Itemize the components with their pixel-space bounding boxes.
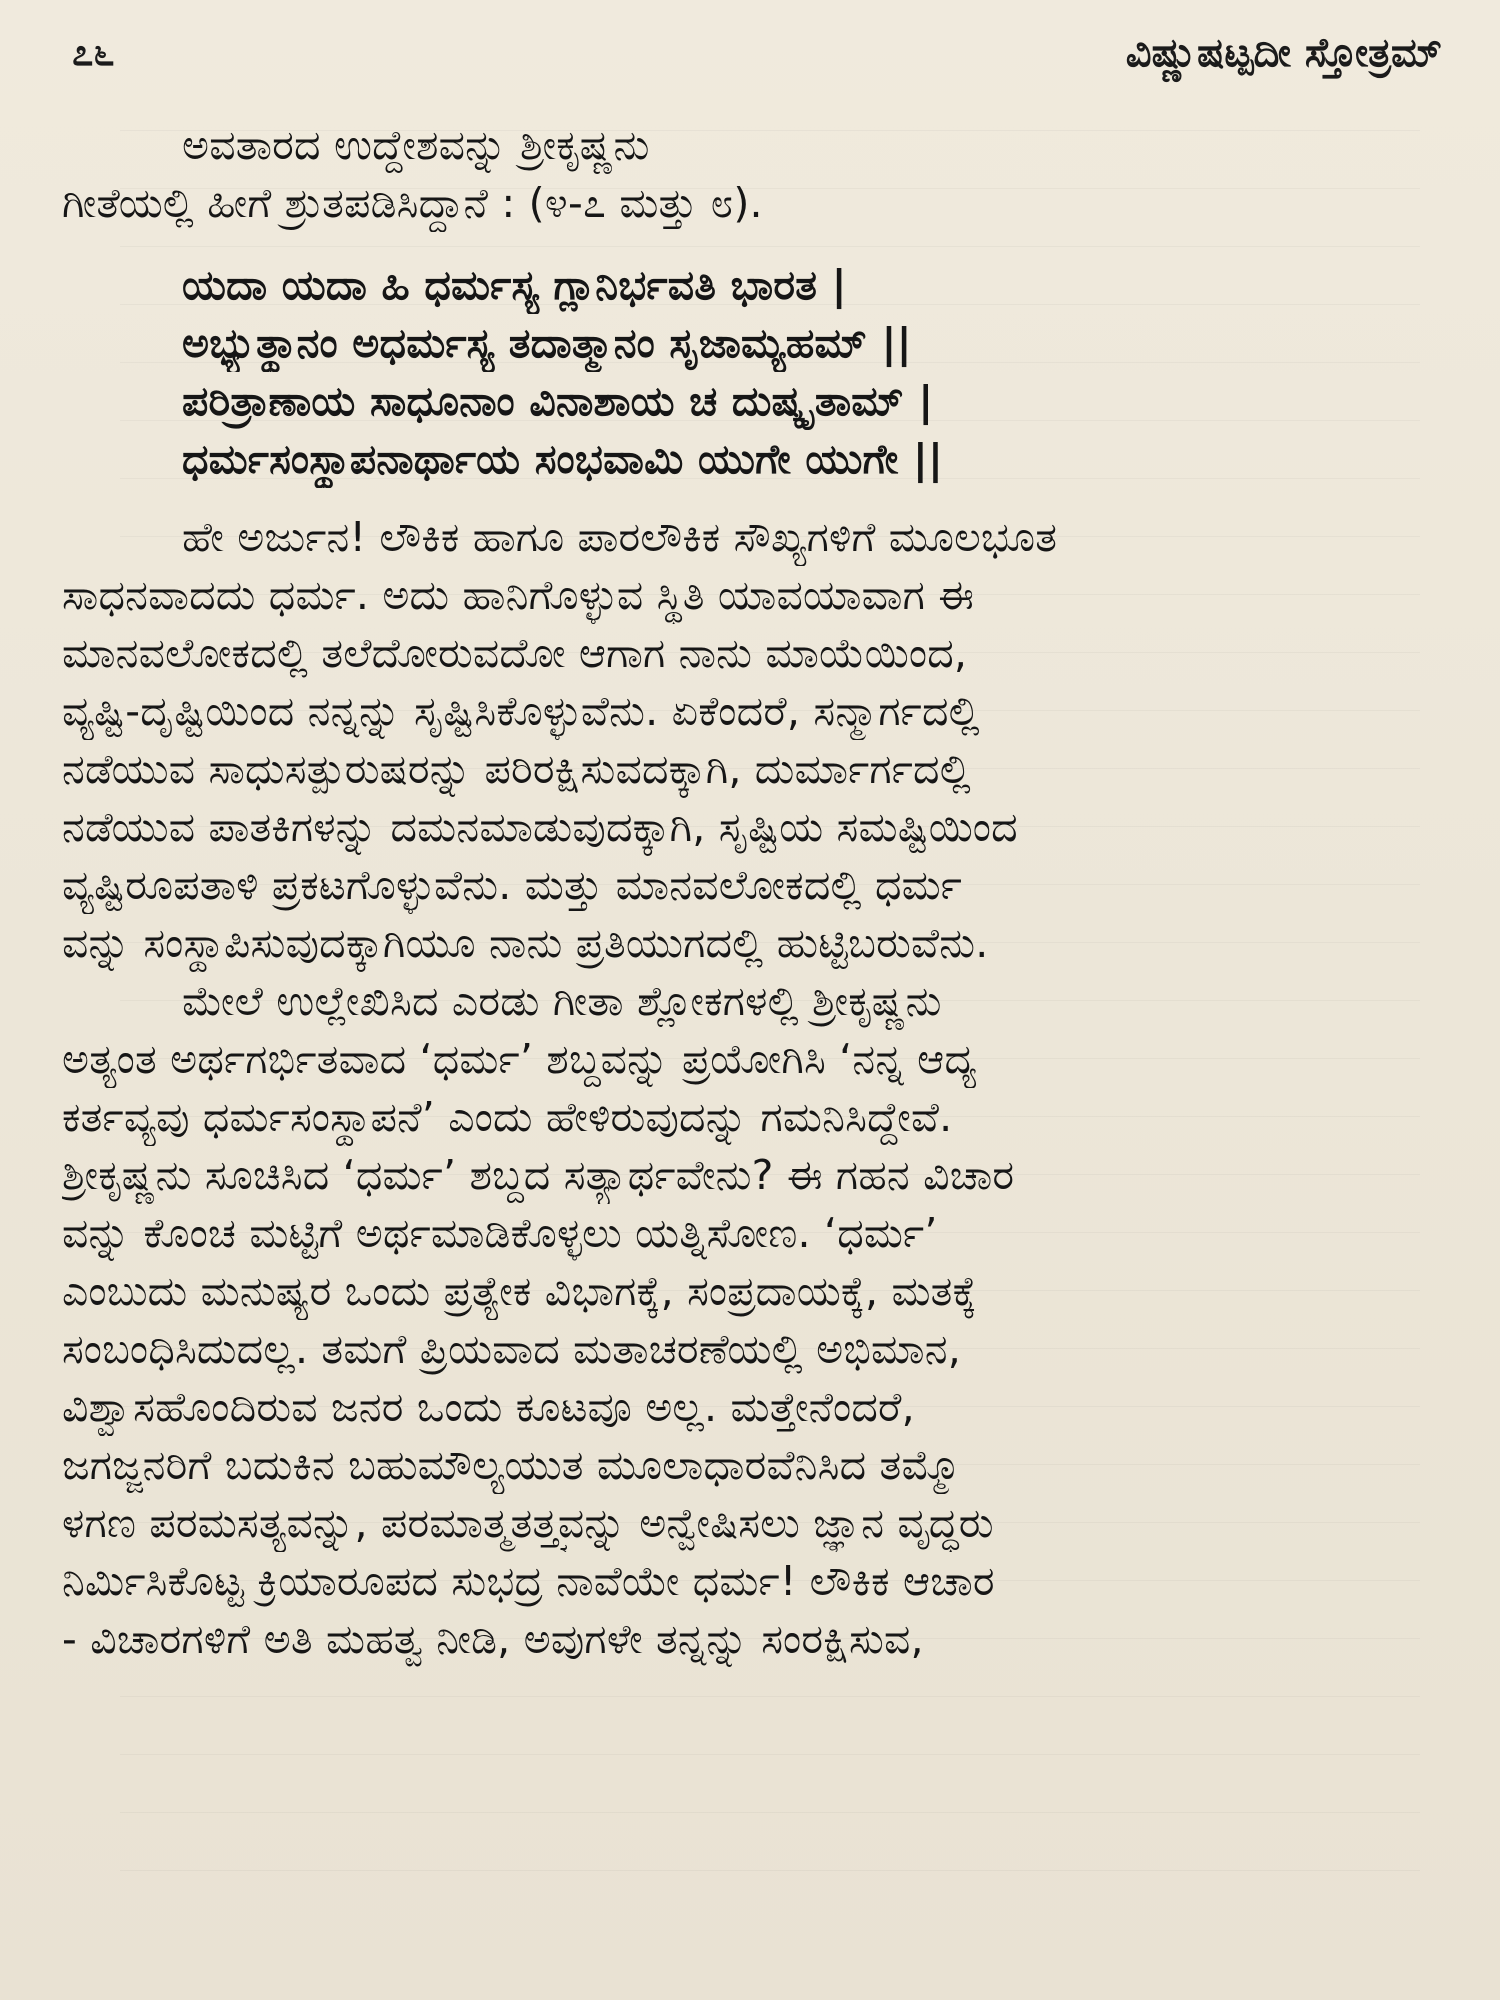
paragraph-line: ವನ್ನು ಸಂಸ್ಥಾಪಿಸುವುದಕ್ಕಾಗಿಯೂ ನಾನು ಪ್ರತಿಯುಗದಲ್ಲಿ ಹುಟ್ಟಿಬರುವೆನು. [62,919,989,967]
body-text [62,116,1442,1668]
paragraph-line: ಕರ್ತವ್ಯವು ಧರ್ಮಸಂಸ್ಥಾಪನೆ’ ಎಂದು ಹೇಳಿರುವುದನ್ನು ಗಮನಿಸಿದ್ದೇವೆ. [62,1093,953,1141]
paragraph-line: ಎಂಬುದು ಮನುಷ್ಯರ ಒಂದು ಪ್ರತ್ಯೇಕ ವಿಭಾಗಕ್ಕೆ, ಸಂಪ್ರದಾಯಕ್ಕೆ, ಮತಕ್ಕೆ [62,1267,977,1315]
running-header [0,0,1500,120]
verse-line: ಪರಿತ್ರಾಣಾಯ ಸಾಧೂನಾಂ ವಿನಾಶಾಯ ಚ ದುಷ್ಕೃತಾಮ್ | [182,377,934,425]
verse-line: ಯದಾ ಯದಾ ಹಿ ಧರ್ಮಸ್ಯ ಗ್ಲಾನಿರ್ಭವತಿ ಭಾರತ | [182,261,847,309]
paragraph-line: ಮೇಲೆ ಉಲ್ಲೇಖಿಸಿದ ಎರಡು ಗೀತಾ ಶ್ಲೋಕಗಳಲ್ಲಿ ಶ್ರೀಕೃಷ್ಣನು [182,977,942,1025]
paragraph-line: ಅತ್ಯಂತ ಅರ್ಥಗರ್ಭಿತವಾದ ‘ಧರ್ಮ’ ಶಬ್ದವನ್ನು ಪ್ರಯೋಗಿಸಿ ‘ನನ್ನ ಆದ್ಯ [62,1035,977,1083]
intro-line: ಗೀತೆಯಲ್ಲಿ ಹೀಗೆ ಶ್ರುತಪಡಿಸಿದ್ದಾನೆ : (೪-೭ ಮತ್ತು ೮). [62,179,763,227]
paragraph-line: ವ್ಯಷ್ಟಿ-ದೃಷ್ಟಿಯಿಂದ ನನ್ನನ್ನು ಸೃಷ್ಟಿಸಿಕೊಳ್ಳುವೆನು. ಏಕೆಂದರೆ, ಸನ್ಮಾರ್ಗದಲ್ಲಿ [62,687,980,735]
verse-block [62,256,1442,488]
paragraph-line: ನಡೆಯುವ ಸಾಧುಸತ್ಪುರುಷರನ್ನು ಪರಿರಕ್ಷಿಸುವದಕ್ಕಾಗಿ, ದುರ್ಮಾರ್ಗದಲ್ಲಿ [62,745,971,793]
verse-line: ಧರ್ಮಸಂಸ್ಥಾಪನಾರ್ಥಾಯ ಸಂಭವಾಮಿ ಯುಗೇ ಯುಗೇ || [182,435,944,483]
intro-lines [62,116,1442,232]
paragraph-line: ಸಾಧನವಾದದು ಧರ್ಮ. ಅದು ಹಾನಿಗೊಳ್ಳುವ ಸ್ಥಿತಿ ಯಾವಯಾವಾಗ ಈ [62,571,974,619]
paragraph-line: ಳಗಣ ಪರಮಸತ್ಯವನ್ನು, ಪರಮಾತ್ಮತತ್ತ್ವವನ್ನು ಅನ್ವೇಷಿಸಲು ಜ್ಞಾನ ವೃದ್ಧರು [62,1499,994,1547]
page-number: ೭೬ [72,30,115,74]
running-title: ವಿಷ್ಣುಷಟ್ಪದೀ ಸ್ತೋತ್ರಮ್ [1125,30,1442,76]
paragraph-line: ನಿರ್ಮಿಸಿಕೊಟ್ಟ ಕ್ರಿಯಾರೂಪದ ಸುಭದ್ರ ನಾವೆಯೇ ಧರ್ಮ! ಲೌಕಿಕ ಆಚಾರ [62,1557,995,1605]
paragraph-line: ನಡೆಯುವ ಪಾತಕಿಗಳನ್ನು ದಮನಮಾಡುವುದಕ್ಕಾಗಿ, ಸೃಷ್ಟಿಯ ಸಮಷ್ಟಿಯಿಂದ [62,803,1018,851]
paragraph-line: ವಿಶ್ವಾಸಹೊಂದಿರುವ ಜನರ ಒಂದು ಕೂಟವೂ ಅಲ್ಲ. ಮತ್ತೇನೆಂದರೆ, [62,1383,915,1431]
paragraph-line: ಸಂಬಂಧಿಸಿದುದಲ್ಲ. ತಮಗೆ ಪ್ರಿಯವಾದ ಮತಾಚರಣೆಯಲ್ಲಿ ಅಭಿಮಾನ, [62,1325,961,1373]
paragraph-line: ವ್ಯಷ್ಟಿರೂಪತಾಳಿ ಪ್ರಕಟಗೊಳ್ಳುವೆನು. ಮತ್ತು ಮಾನವಲೋಕದಲ್ಲಿ ಧರ್ಮ [62,861,963,909]
paragraph-line: ಹೇ ಅರ್ಜುನ! ಲೌಕಿಕ ಹಾಗೂ ಪಾರಲೌಕಿಕ ಸೌಖ್ಯಗಳಿಗೆ ಮೂಲಭೂತ [182,513,1058,561]
paragraph-1 [62,508,1442,972]
verse-line: ಅಭ್ಯುತ್ಥಾನಂ ಅಧರ್ಮಸ್ಯ ತದಾತ್ಮಾನಂ ಸೃಜಾಮ್ಯಹಮ್ || [182,319,912,367]
paragraph-line: - ವಿಚಾರಗಳಿಗೆ ಅತಿ ಮಹತ್ವ ನೀಡಿ, ಅವುಗಳೇ ತನ್ನನ್ನು ಸಂರಕ್ಷಿಸುವ, [62,1615,924,1663]
paragraph-line: ವನ್ನು ಕೊಂಚ ಮಟ್ಟಿಗೆ ಅರ್ಥಮಾಡಿಕೊಳ್ಳಲು ಯತ್ನಿಸೋಣ. ‘ಧರ್ಮ’ [62,1209,938,1257]
paragraph-line: ಜಗಜ್ಜನರಿಗೆ ಬದುಕಿನ ಬಹುಮೌಲ್ಯಯುತ ಮೂಲಾಧಾರವೆನಿಸಿದ ತಮ್ಮೊ [62,1441,962,1489]
paragraph-2 [62,972,1442,1668]
paragraph-line: ಮಾನವಲೋಕದಲ್ಲಿ ತಲೆದೋರುವದೋ ಆಗಾಗ ನಾನು ಮಾಯೆಯಿಂದ, [62,629,968,677]
paragraph-line: ಶ್ರೀಕೃಷ್ಣನು ಸೂಚಿಸಿದ ‘ಧರ್ಮ’ ಶಬ್ದದ ಸತ್ಯಾರ್ಥವೇನು? ಈ ಗಹನ ವಿಚಾರ [62,1151,1015,1199]
intro-line: ಅವತಾರದ ಉದ್ದೇಶವನ್ನು ಶ್ರೀಕೃಷ್ಣನು [182,121,650,169]
